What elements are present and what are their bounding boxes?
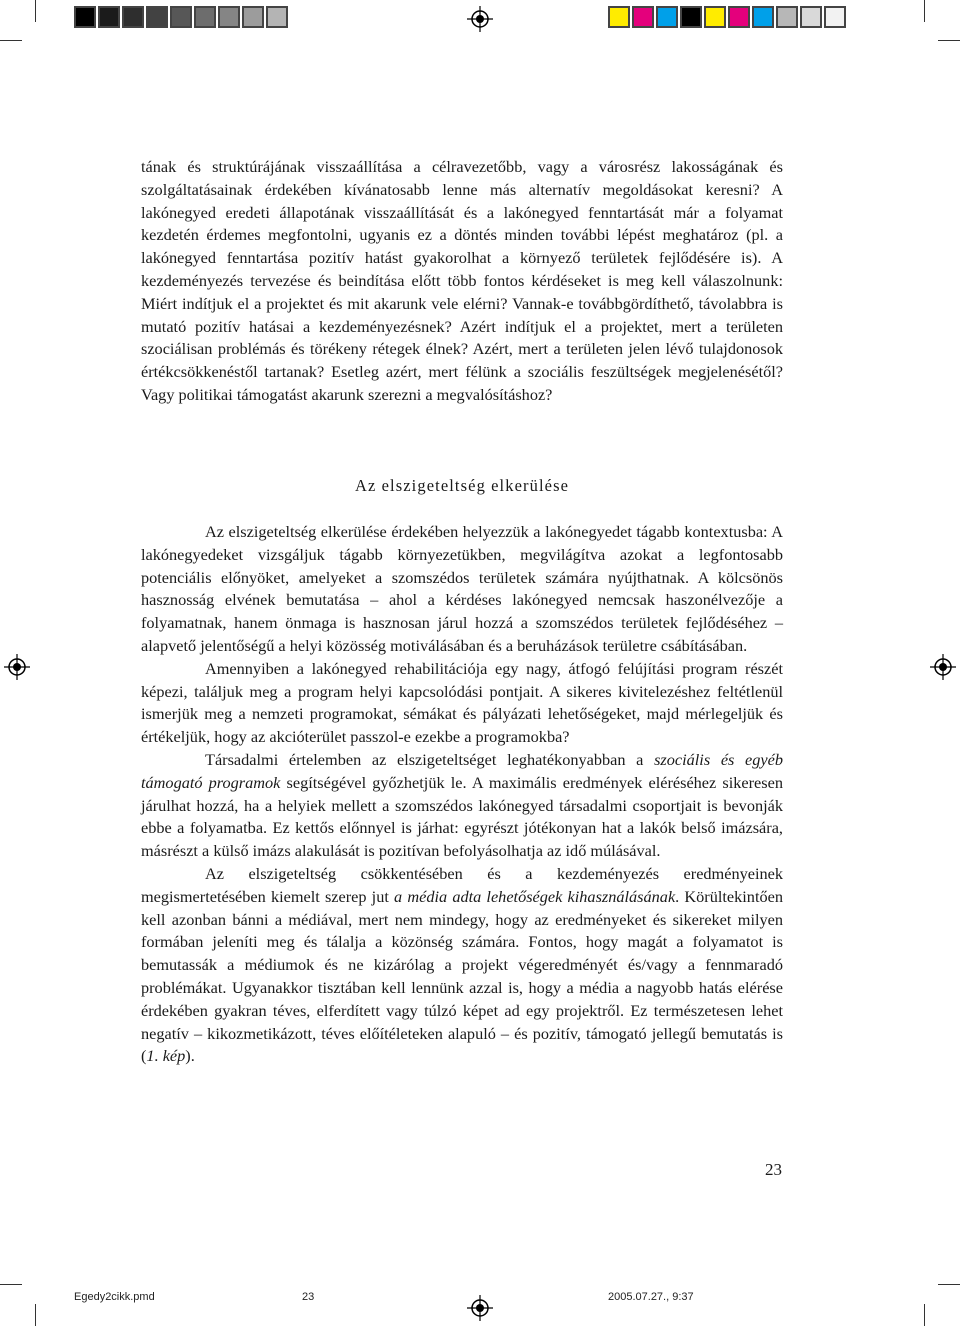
paragraph: tának és struktúrájának visszaállítása a célravezetőbb, vagy a városrész lakosságának és szolgáltatásainak érdekében kívánatosabb lenne más alternatív megoldásokat keresni? A lakónegyed eredeti állapotának visszaállítását és a lakónegyed fenntartását már a folyamat kezdetén érdemes megfontolni, ugyanis ez a döntés minden további lépést meghatároz (pl. a lakónegyed fenntartása pozitív hatást gyakorolhat a környező területek fejlődésére is). A kezdeményezés tervezése és beindítása előtt több fontos kérdéseket is meg kell válaszolnunk: Miért indítjuk el a projektet és mit akarunk vele elérni? Vannak-e továbbgördíthető, távolabbra is mutató pozitív hatásai a kezdeményezésnek? Azért indítjuk el a projektet, mert a területen szociálisan problémás és törékeny rétegek élnek? Azért, mert a területen jelen lévő tulajdonosok értékcsökkenéstől tartanak? Esetleg azért, mert félünk a szociális feszültségek megjelenésétől? Vagy politikai támogatást akarunk szerezni a megvalósításhoz?	[141, 157, 783, 404]
emphasis: a média adta lehetőségek kihasználásának	[394, 886, 676, 906]
color-swatch	[266, 6, 288, 28]
crop-mark	[0, 1284, 22, 1285]
grayscale-color-bar	[74, 6, 290, 28]
paragraph: Az elszigeteltség elkerülése érdekében helyezzük a lakónegyedet tágabb kontextusba: A lakónegyedeket vizsgáljuk tágabb környezetükben, megvilágítva azokat a legfontosabb potenciális előnyöket, amelyeket a szomszédos területek számára nyújthatnak. A kölcsönös hasznosság elvének bemutatása – ahol a kérdéses lakónegyed nemcsak haszonélvezője a folyamatnak, hanem önmaga is hasznosan járul hozzá a szomszédos területek fejlődéséhez – alapvető jelentőségű a helyi közösség motiválásában és a beruházások területre csábításában.	[141, 522, 783, 655]
color-swatch	[656, 6, 678, 28]
color-swatch	[146, 6, 168, 28]
page-number: 23	[765, 1160, 782, 1179]
registration-mark-icon	[930, 654, 956, 680]
paragraph	[141, 863, 783, 1068]
figure-reference: 1. kép	[146, 1046, 186, 1066]
crop-mark	[35, 1304, 36, 1326]
registration-mark-icon	[467, 6, 493, 32]
color-swatch	[704, 6, 726, 28]
text-run: Társadalmi értelemben az elszigeteltséget leghatékonyabban a	[205, 749, 655, 769]
text-run: Az elszigeteltség csökkentésében és a kezdeményezés eredményeinek megismertetésében kiemelt szerep jut	[141, 863, 783, 906]
color-swatch	[752, 6, 774, 28]
text-run: ).	[185, 1046, 195, 1066]
slug-filename: Egedy2cikk.pmd	[74, 1291, 155, 1303]
crop-mark	[35, 0, 36, 22]
paragraph: Amennyiben a lakónegyed rehabilitációja egy nagy, átfogó felújítási program részét képezi, találjuk meg a program helyi kapcsolódási pontjait. A sikeres kivitelezéshez feltétlenül ismerjük meg a nemzeti programokat, sémákat és pályázati lehetőségeket, majd mérlegeljük és értékeljük, hogy az akcióterület passzol-e ezekbe a programokba?	[141, 658, 783, 747]
color-swatch	[122, 6, 144, 28]
color-swatch	[242, 6, 264, 28]
crop-mark	[938, 1284, 960, 1285]
color-swatch	[824, 6, 846, 28]
color-swatch	[170, 6, 192, 28]
crop-mark	[938, 40, 960, 41]
crop-mark	[924, 1304, 925, 1326]
text-block-top	[141, 156, 783, 407]
section-heading: Az elszigeteltség elkerülése	[354, 476, 570, 495]
emphasis: szociális és egyéb támogató programok	[141, 749, 783, 792]
registration-mark-icon	[467, 1295, 493, 1321]
color-swatch	[608, 6, 630, 28]
color-swatch	[800, 6, 822, 28]
text-block-section	[141, 521, 783, 1068]
text-run: . Körültekintően kell azonban bánni a médiával, mert nem mindegy, hogy az eredményeket és sikereket milyen formában jeleníti meg és tálalja a közönség számára. Fontos, hogy magát a folyamatot is bemutassák a médiumok és ne kizárólag a projekt végeredményét és/vagy a fennmaradó problémákat. Ugyanakkor tisztában kell lennünk azzal is, hogy a média a nagyobb hatás elérése érdekében gyakran téves, elferdített vagy túlzó képet ad egy projektről. Ez természetesen lehet negatív – kikozmetikázott, téves előítéleteken alapuló – és pozitív, támogató jellegű bemutatás is (	[141, 886, 783, 1066]
text-run: segítségével győzhetjük le. A maximális eredmények eléréséhez sikeresen járulhat hozzá, ha a helyiek mellett a szomszédos lakónegyed társadalmi csoportjait is bevonják ebbe a folyamatba. Ez kettős előnnyel is járhat: egyrészt jótékonyan hat a lakók belső imázsára, másrészt a külső imázs alakulását is pozitívan befolyásolhatja az idő múlásával.	[141, 772, 783, 861]
color-swatch	[74, 6, 96, 28]
slug-page: 23	[302, 1291, 315, 1303]
color-swatch	[194, 6, 216, 28]
registration-mark-icon	[4, 654, 30, 680]
crop-mark	[924, 0, 925, 22]
color-swatch	[728, 6, 750, 28]
color-swatch	[680, 6, 702, 28]
color-swatch	[98, 6, 120, 28]
crop-mark	[0, 40, 22, 41]
color-swatch	[632, 6, 654, 28]
color-swatch	[776, 6, 798, 28]
cmyk-color-bar	[608, 6, 848, 28]
slug-datetime: 2005.07.27., 9:37	[608, 1291, 694, 1303]
paragraph	[141, 749, 783, 863]
color-swatch	[218, 6, 240, 28]
